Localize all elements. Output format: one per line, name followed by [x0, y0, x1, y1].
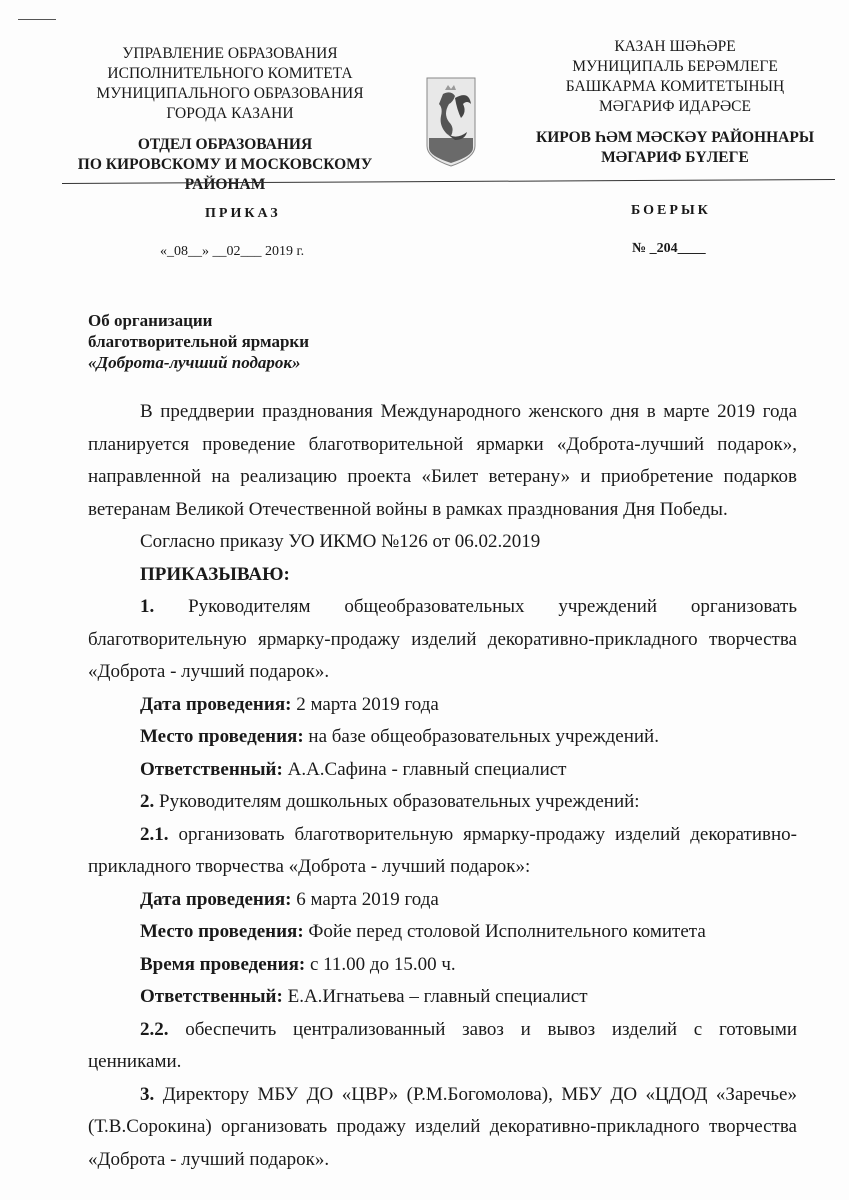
intro-paragraph: В преддверии празднования Международного женского дня в марте 2019 года планируется проведение благотворительной ярмарки «Доброта-лучший подарок», направленной на реализацию проекта «Билет ветерану» и приобретение подарков ветеранам Великой Отечественной войны в рамках празднования Дня Победы. — [88, 401, 797, 520]
item-1-responsible — [88, 754, 797, 787]
item-number: 3. — [140, 1083, 155, 1105]
item-2-2 — [88, 1014, 797, 1079]
header-left — [75, 44, 385, 124]
item-3 — [88, 1079, 797, 1177]
item-text: обеспечить централизованный завоз и вывоз изделий с готовыми ценниками. — [88, 1018, 798, 1072]
field-value: Е.А.Игнатьева – главный специалист — [282, 986, 588, 1007]
item-text: организовать благотворительную ярмарку-продажу изделий декоративно-прикладного творчества «Доброта - лучший подарок»: — [88, 823, 797, 877]
item-1 — [88, 591, 797, 689]
field-label: Время проведения: — [140, 953, 306, 975]
item-2-1-time — [88, 949, 797, 982]
header-line: ОТДЕЛ ОБРАЗОВАНИЯ — [137, 136, 313, 153]
item-text: Директору МБУ ДО «ЦВР» (Р.М.Богомолова), МБУ ДО «ЦДОД «Заречье» (Т.В.Сорокина) организовать продажу изделий декоративно-прикладного творчества «Доброта - лучший подарок». — [88, 1083, 797, 1170]
field-value: 6 марта 2019 года — [291, 888, 439, 910]
item-2-1-responsible — [88, 981, 797, 1014]
title-line: «Доброта-лучший подарок» — [88, 353, 301, 372]
item-text: Руководителям общеобразовательных учреждений организовать благотворительную ярмарку-продажу изделий декоративно-прикладного творчества «Доброта - лучший подарок». — [88, 596, 798, 682]
field-value: А.А.Сафина - главный специалист — [282, 758, 567, 780]
order-label-ru: ПРИКАЗ — [205, 206, 281, 221]
order-number: № _204____ — [632, 241, 706, 256]
field-value: на базе общеобразовательных учреждений. — [303, 726, 659, 747]
order-label-tt: БОЕРЫК — [631, 203, 711, 218]
item-2-1-date — [88, 884, 797, 917]
field-value: с 11.00 до 15.00 ч. — [305, 953, 456, 975]
item-1-date — [88, 689, 797, 722]
item-2-1 — [88, 819, 797, 884]
order-date: «_08__» __02___ 2019 г. — [160, 244, 305, 259]
item-number: 2.2. — [140, 1018, 169, 1040]
field-label: Ответственный: — [140, 758, 283, 780]
basis-paragraph: Согласно приказу УО ИКМО №126 от 06.02.2019 — [140, 531, 541, 552]
field-label: Ответственный: — [140, 986, 283, 1007]
field-label: Дата проведения: — [140, 888, 292, 910]
header-line: МӘГАРИФ ИДАРӘСЕ — [599, 98, 751, 115]
header-line: БАШКАРМА КОМИТЕТЫНЫҢ — [565, 78, 785, 95]
header-line: УПРАВЛЕНИЕ ОБРАЗОВАНИЯ — [122, 45, 338, 62]
header-line: МӘГАРИФ БҮЛЕГЕ — [601, 149, 749, 166]
scan-mark — [18, 19, 56, 20]
header-line: МУНИЦИПАЛЬНОГО ОБРАЗОВАНИЯ — [96, 85, 364, 102]
header-right-dept — [515, 128, 835, 168]
header-line: ГОРОДА КАЗАНИ — [166, 105, 294, 122]
item-number: 1. — [140, 596, 155, 617]
header-line: МУНИЦИПАЛЬ БЕРӘМЛЕГЕ — [572, 58, 778, 75]
item-text: Руководителям дошкольных образовательных учреждений: — [154, 791, 640, 812]
header-line: ИСПОЛНИТЕЛЬНОГО КОМИТЕТА — [107, 65, 353, 82]
title-line: Об организации — [88, 311, 213, 330]
field-value: 2 марта 2019 года — [291, 693, 439, 715]
field-label: Место проведения: — [140, 726, 304, 747]
header-line: КИРОВ ҺӘМ МӘСКӘҮ РАЙОННАРЫ — [535, 129, 815, 146]
field-label: Место проведения: — [140, 921, 304, 942]
header-right — [520, 37, 830, 117]
header-line: КАЗАН ШӘҺӘРЕ — [614, 38, 736, 55]
field-label: Дата проведения: — [140, 693, 292, 715]
document-body — [88, 396, 797, 1176]
header-line: РАЙОНАМ — [184, 176, 266, 193]
item-1-place — [88, 721, 797, 754]
header-left-dept — [60, 135, 390, 195]
order-word: ПРИКАЗЫВАЮ: — [140, 563, 290, 585]
header-line: ПО КИРОВСКОМУ И МОСКОВСКОМУ — [77, 156, 373, 173]
coat-of-arms-emblem — [425, 76, 477, 168]
field-value: Фойе перед столовой Исполнительного комитета — [303, 921, 706, 942]
item-2-1-place — [88, 916, 797, 949]
item-number: 2.1. — [140, 823, 169, 845]
title-line: благотворительной ярмарки — [88, 332, 310, 351]
item-2 — [88, 786, 797, 819]
document-title — [88, 310, 309, 373]
item-number: 2. — [140, 791, 155, 812]
